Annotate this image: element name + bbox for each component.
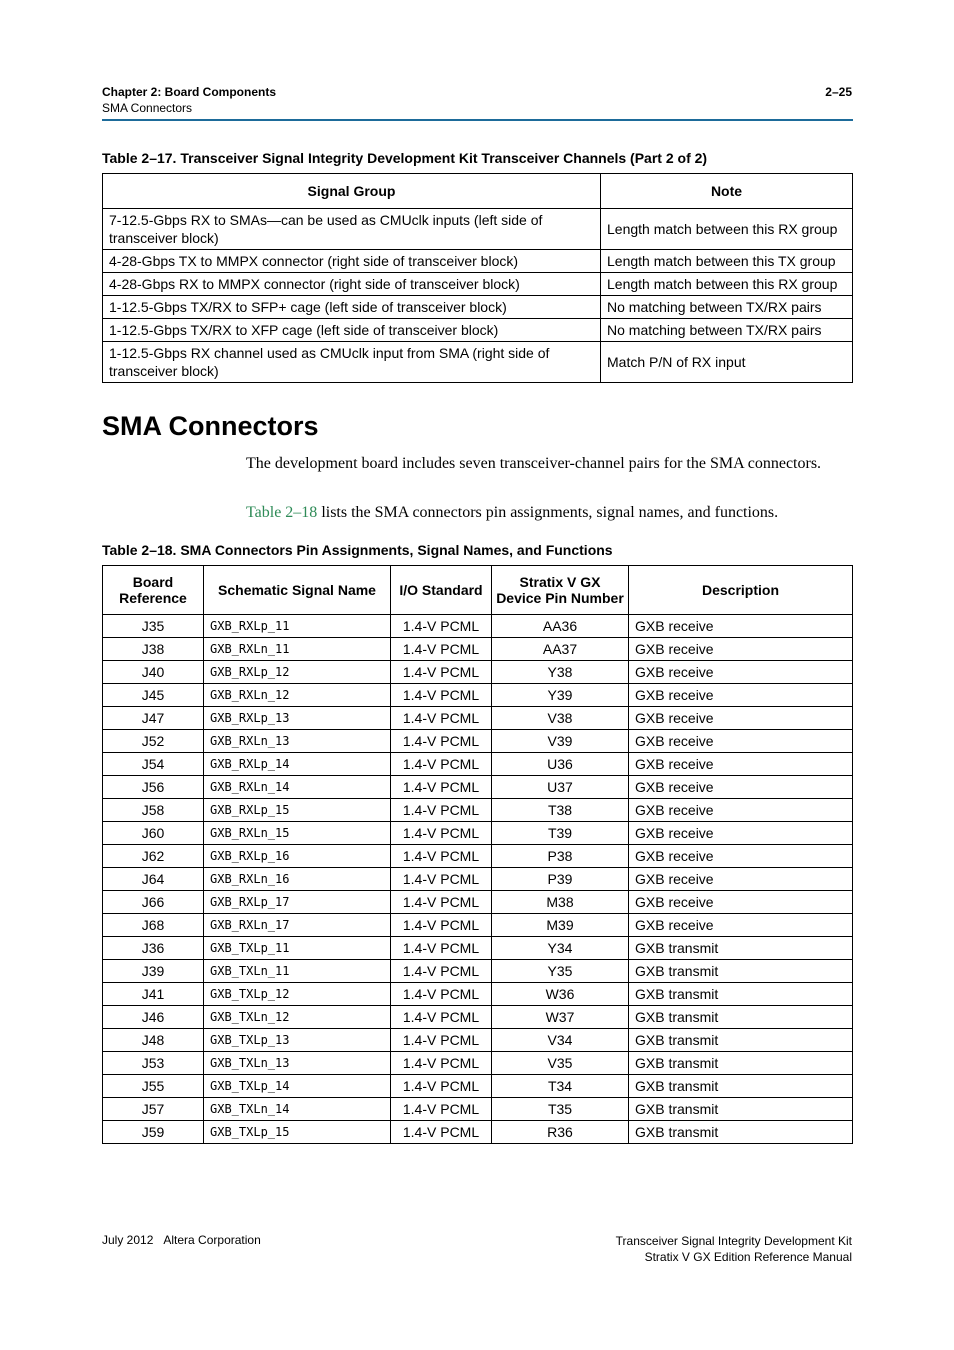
signal-group-cell: 1-12.5-Gbps TX/RX to XFP cage (left side of transceiver block) bbox=[103, 319, 601, 342]
signal-name-cell: GXB_TXLp_13 bbox=[204, 1029, 391, 1052]
footer-right bbox=[616, 1233, 852, 1265]
io-standard-cell: 1.4-V PCML bbox=[391, 845, 492, 868]
pin-number-cell: Y39 bbox=[492, 684, 629, 707]
signal-name-cell: GXB_TXLp_14 bbox=[204, 1075, 391, 1098]
pin-number-cell: W37 bbox=[492, 1006, 629, 1029]
pin-number-cell: T34 bbox=[492, 1075, 629, 1098]
board-reference-cell: J47 bbox=[103, 707, 204, 730]
section-name: SMA Connectors bbox=[102, 101, 193, 115]
table-row bbox=[103, 319, 853, 342]
table-2-18-caption: Table 2–18. SMA Connectors Pin Assignments, Signal Names, and Functions bbox=[102, 542, 613, 558]
board-reference-cell: J59 bbox=[103, 1121, 204, 1144]
description-cell: GXB receive bbox=[629, 615, 853, 638]
body-paragraph bbox=[246, 503, 846, 523]
signal-name-cell: GXB_TXLn_13 bbox=[204, 1052, 391, 1075]
io-standard-cell: 1.4-V PCML bbox=[391, 891, 492, 914]
pin-number-cell: T38 bbox=[492, 799, 629, 822]
board-reference-cell: J36 bbox=[103, 937, 204, 960]
table-row bbox=[103, 1052, 853, 1075]
io-standard-cell: 1.4-V PCML bbox=[391, 914, 492, 937]
table-row bbox=[103, 960, 853, 983]
board-reference-cell: J64 bbox=[103, 868, 204, 891]
description-cell: GXB receive bbox=[629, 845, 853, 868]
signal-name-cell: GXB_TXLp_11 bbox=[204, 937, 391, 960]
board-reference-cell: J38 bbox=[103, 638, 204, 661]
signal-name-cell: GXB_RXLp_11 bbox=[204, 615, 391, 638]
signal-name-cell: GXB_TXLn_12 bbox=[204, 1006, 391, 1029]
board-reference-cell: J66 bbox=[103, 891, 204, 914]
board-reference-cell: J56 bbox=[103, 776, 204, 799]
table-row bbox=[103, 615, 853, 638]
description-cell: GXB receive bbox=[629, 684, 853, 707]
description-cell: GXB transmit bbox=[629, 1052, 853, 1075]
board-reference-cell: J41 bbox=[103, 983, 204, 1006]
signal-name-cell: GXB_RXLn_16 bbox=[204, 868, 391, 891]
signal-name-cell: GXB_RXLp_16 bbox=[204, 845, 391, 868]
table-row bbox=[103, 799, 853, 822]
pin-number-cell: R36 bbox=[492, 1121, 629, 1144]
io-standard-cell: 1.4-V PCML bbox=[391, 730, 492, 753]
table-row bbox=[103, 684, 853, 707]
table-row bbox=[103, 1098, 853, 1121]
description-cell: GXB receive bbox=[629, 822, 853, 845]
page-number: 2–25 bbox=[825, 85, 852, 99]
board-reference-cell: J48 bbox=[103, 1029, 204, 1052]
table-row bbox=[103, 296, 853, 319]
description-cell: GXB transmit bbox=[629, 937, 853, 960]
table-row bbox=[103, 273, 853, 296]
note-cell: Length match between this RX group bbox=[601, 273, 853, 296]
signal-name-cell: GXB_RXLn_11 bbox=[204, 638, 391, 661]
signal-name-cell: GXB_RXLp_14 bbox=[204, 753, 391, 776]
io-standard-cell: 1.4-V PCML bbox=[391, 684, 492, 707]
signal-group-cell: 1-12.5-Gbps TX/RX to SFP+ cage (left side of transceiver block) bbox=[103, 296, 601, 319]
description-cell: GXB receive bbox=[629, 638, 853, 661]
pin-number-cell: V34 bbox=[492, 1029, 629, 1052]
signal-name-cell: GXB_RXLn_14 bbox=[204, 776, 391, 799]
table-row bbox=[103, 661, 853, 684]
pin-number-cell: P39 bbox=[492, 868, 629, 891]
column-header: Note bbox=[601, 174, 853, 209]
pin-number-cell: AA36 bbox=[492, 615, 629, 638]
io-standard-cell: 1.4-V PCML bbox=[391, 1121, 492, 1144]
signal-name-cell: GXB_RXLp_15 bbox=[204, 799, 391, 822]
table-row bbox=[103, 753, 853, 776]
signal-name-cell: GXB_TXLn_11 bbox=[204, 960, 391, 983]
io-standard-cell: 1.4-V PCML bbox=[391, 753, 492, 776]
table-row bbox=[103, 868, 853, 891]
signal-name-cell: GXB_RXLn_17 bbox=[204, 914, 391, 937]
signal-name-cell: GXB_RXLp_17 bbox=[204, 891, 391, 914]
io-standard-cell: 1.4-V PCML bbox=[391, 707, 492, 730]
description-cell: GXB receive bbox=[629, 799, 853, 822]
table-row bbox=[103, 983, 853, 1006]
table-row bbox=[103, 1006, 853, 1029]
table-row bbox=[103, 937, 853, 960]
column-header: Board Reference bbox=[103, 566, 204, 615]
board-reference-cell: J45 bbox=[103, 684, 204, 707]
description-cell: GXB receive bbox=[629, 707, 853, 730]
board-reference-cell: J57 bbox=[103, 1098, 204, 1121]
signal-group-cell: 7-12.5-Gbps RX to SMAs—can be used as CMUclk inputs (left side of transceiver block) bbox=[103, 209, 601, 250]
table-row bbox=[103, 1075, 853, 1098]
io-standard-cell: 1.4-V PCML bbox=[391, 1029, 492, 1052]
signal-name-cell: GXB_RXLp_12 bbox=[204, 661, 391, 684]
io-standard-cell: 1.4-V PCML bbox=[391, 983, 492, 1006]
io-standard-cell: 1.4-V PCML bbox=[391, 937, 492, 960]
section-heading: SMA Connectors bbox=[102, 411, 319, 441]
signal-group-cell: 4-28-Gbps RX to MMPX connector (right side of transceiver block) bbox=[103, 273, 601, 296]
pin-number-cell: W36 bbox=[492, 983, 629, 1006]
pin-number-cell: U36 bbox=[492, 753, 629, 776]
signal-name-cell: GXB_RXLn_12 bbox=[204, 684, 391, 707]
running-header bbox=[102, 84, 276, 116]
pin-number-cell: V38 bbox=[492, 707, 629, 730]
note-cell: Length match between this RX group bbox=[601, 209, 853, 250]
board-reference-cell: J40 bbox=[103, 661, 204, 684]
header-rule bbox=[102, 119, 853, 121]
table-row bbox=[103, 776, 853, 799]
column-header: Stratix V GX Device Pin Number bbox=[492, 566, 629, 615]
table-row bbox=[103, 845, 853, 868]
description-cell: GXB receive bbox=[629, 776, 853, 799]
description-cell: GXB receive bbox=[629, 868, 853, 891]
io-standard-cell: 1.4-V PCML bbox=[391, 822, 492, 845]
io-standard-cell: 1.4-V PCML bbox=[391, 615, 492, 638]
body-paragraph: The development board includes seven transceiver-channel pairs for the SMA connectors. bbox=[246, 455, 822, 472]
pin-number-cell: T39 bbox=[492, 822, 629, 845]
board-reference-cell: J46 bbox=[103, 1006, 204, 1029]
io-standard-cell: 1.4-V PCML bbox=[391, 661, 492, 684]
description-cell: GXB transmit bbox=[629, 960, 853, 983]
table-header-row bbox=[103, 174, 853, 209]
signal-group-cell: 4-28-Gbps TX to MMPX connector (right side of transceiver block) bbox=[103, 250, 601, 273]
table-row bbox=[103, 638, 853, 661]
table-row bbox=[103, 1029, 853, 1052]
board-reference-cell: J53 bbox=[103, 1052, 204, 1075]
pin-number-cell: P38 bbox=[492, 845, 629, 868]
board-reference-cell: J35 bbox=[103, 615, 204, 638]
footer-doc-title: Transceiver Signal Integrity Development Kit bbox=[615, 1234, 852, 1248]
signal-name-cell: GXB_TXLp_15 bbox=[204, 1121, 391, 1144]
board-reference-cell: J58 bbox=[103, 799, 204, 822]
table-row bbox=[103, 250, 853, 273]
table-reference-link[interactable]: Table 2–18 bbox=[246, 504, 318, 521]
board-reference-cell: J54 bbox=[103, 753, 204, 776]
pin-number-cell: T35 bbox=[492, 1098, 629, 1121]
footer-date: July 2012 bbox=[102, 1233, 154, 1247]
pin-number-cell: Y38 bbox=[492, 661, 629, 684]
io-standard-cell: 1.4-V PCML bbox=[391, 868, 492, 891]
io-standard-cell: 1.4-V PCML bbox=[391, 1052, 492, 1075]
table-row bbox=[103, 822, 853, 845]
io-standard-cell: 1.4-V PCML bbox=[391, 638, 492, 661]
board-reference-cell: J60 bbox=[103, 822, 204, 845]
description-cell: GXB receive bbox=[629, 914, 853, 937]
footer-doc-subtitle: Stratix V GX Edition Reference Manual bbox=[644, 1250, 852, 1264]
board-reference-cell: J68 bbox=[103, 914, 204, 937]
signal-name-cell: GXB_RXLn_15 bbox=[204, 822, 391, 845]
note-cell: No matching between TX/RX pairs bbox=[601, 319, 853, 342]
signal-name-cell: GXB_RXLn_13 bbox=[204, 730, 391, 753]
board-reference-cell: J52 bbox=[103, 730, 204, 753]
table-row bbox=[103, 891, 853, 914]
pin-number-cell: M39 bbox=[492, 914, 629, 937]
board-reference-cell: J39 bbox=[103, 960, 204, 983]
io-standard-cell: 1.4-V PCML bbox=[391, 960, 492, 983]
table-row bbox=[103, 342, 853, 383]
io-standard-cell: 1.4-V PCML bbox=[391, 1006, 492, 1029]
description-cell: GXB receive bbox=[629, 730, 853, 753]
board-reference-cell: J55 bbox=[103, 1075, 204, 1098]
description-cell: GXB transmit bbox=[629, 1121, 853, 1144]
table-2-17-caption: Table 2–17. Transceiver Signal Integrity Development Kit Transceiver Channels (Part 2 of 2) bbox=[102, 150, 708, 166]
column-header: I/O Standard bbox=[391, 566, 492, 615]
pin-number-cell: U37 bbox=[492, 776, 629, 799]
description-cell: GXB receive bbox=[629, 891, 853, 914]
table-2-18-body bbox=[103, 615, 853, 1144]
io-standard-cell: 1.4-V PCML bbox=[391, 1075, 492, 1098]
table-2-17-body bbox=[103, 209, 853, 383]
table-2-17 bbox=[102, 173, 853, 383]
paragraph-text: lists the SMA connectors pin assignments, signal names, and functions. bbox=[317, 504, 779, 521]
board-reference-cell: J62 bbox=[103, 845, 204, 868]
note-cell: No matching between TX/RX pairs bbox=[601, 296, 853, 319]
note-cell: Length match between this TX group bbox=[601, 250, 853, 273]
signal-name-cell: GXB_RXLp_13 bbox=[204, 707, 391, 730]
column-header: Schematic Signal Name bbox=[204, 566, 391, 615]
footer-company: Altera Corporation bbox=[163, 1233, 261, 1247]
table-2-18 bbox=[102, 565, 853, 1144]
table-header-row bbox=[103, 566, 853, 615]
column-header: Description bbox=[629, 566, 853, 615]
description-cell: GXB receive bbox=[629, 753, 853, 776]
pin-number-cell: Y34 bbox=[492, 937, 629, 960]
description-cell: GXB transmit bbox=[629, 1098, 853, 1121]
description-cell: GXB transmit bbox=[629, 1006, 853, 1029]
pin-number-cell: AA37 bbox=[492, 638, 629, 661]
table-row bbox=[103, 730, 853, 753]
chapter-title: Chapter 2: Board Components bbox=[102, 85, 277, 99]
pin-number-cell: Y35 bbox=[492, 960, 629, 983]
column-header: Signal Group bbox=[103, 174, 601, 209]
pin-number-cell: V39 bbox=[492, 730, 629, 753]
io-standard-cell: 1.4-V PCML bbox=[391, 1098, 492, 1121]
description-cell: GXB receive bbox=[629, 661, 853, 684]
io-standard-cell: 1.4-V PCML bbox=[391, 776, 492, 799]
description-cell: GXB transmit bbox=[629, 1029, 853, 1052]
table-row bbox=[103, 707, 853, 730]
table-row bbox=[103, 209, 853, 250]
signal-group-cell: 1-12.5-Gbps RX channel used as CMUclk input from SMA (right side of transceiver block) bbox=[103, 342, 601, 383]
signal-name-cell: GXB_TXLp_12 bbox=[204, 983, 391, 1006]
pin-number-cell: V35 bbox=[492, 1052, 629, 1075]
table-row bbox=[103, 914, 853, 937]
table-row bbox=[103, 1121, 853, 1144]
description-cell: GXB transmit bbox=[629, 1075, 853, 1098]
signal-name-cell: GXB_TXLn_14 bbox=[204, 1098, 391, 1121]
footer-left bbox=[102, 1233, 261, 1247]
description-cell: GXB transmit bbox=[629, 983, 853, 1006]
pin-number-cell: M38 bbox=[492, 891, 629, 914]
note-cell: Match P/N of RX input bbox=[601, 342, 853, 383]
io-standard-cell: 1.4-V PCML bbox=[391, 799, 492, 822]
